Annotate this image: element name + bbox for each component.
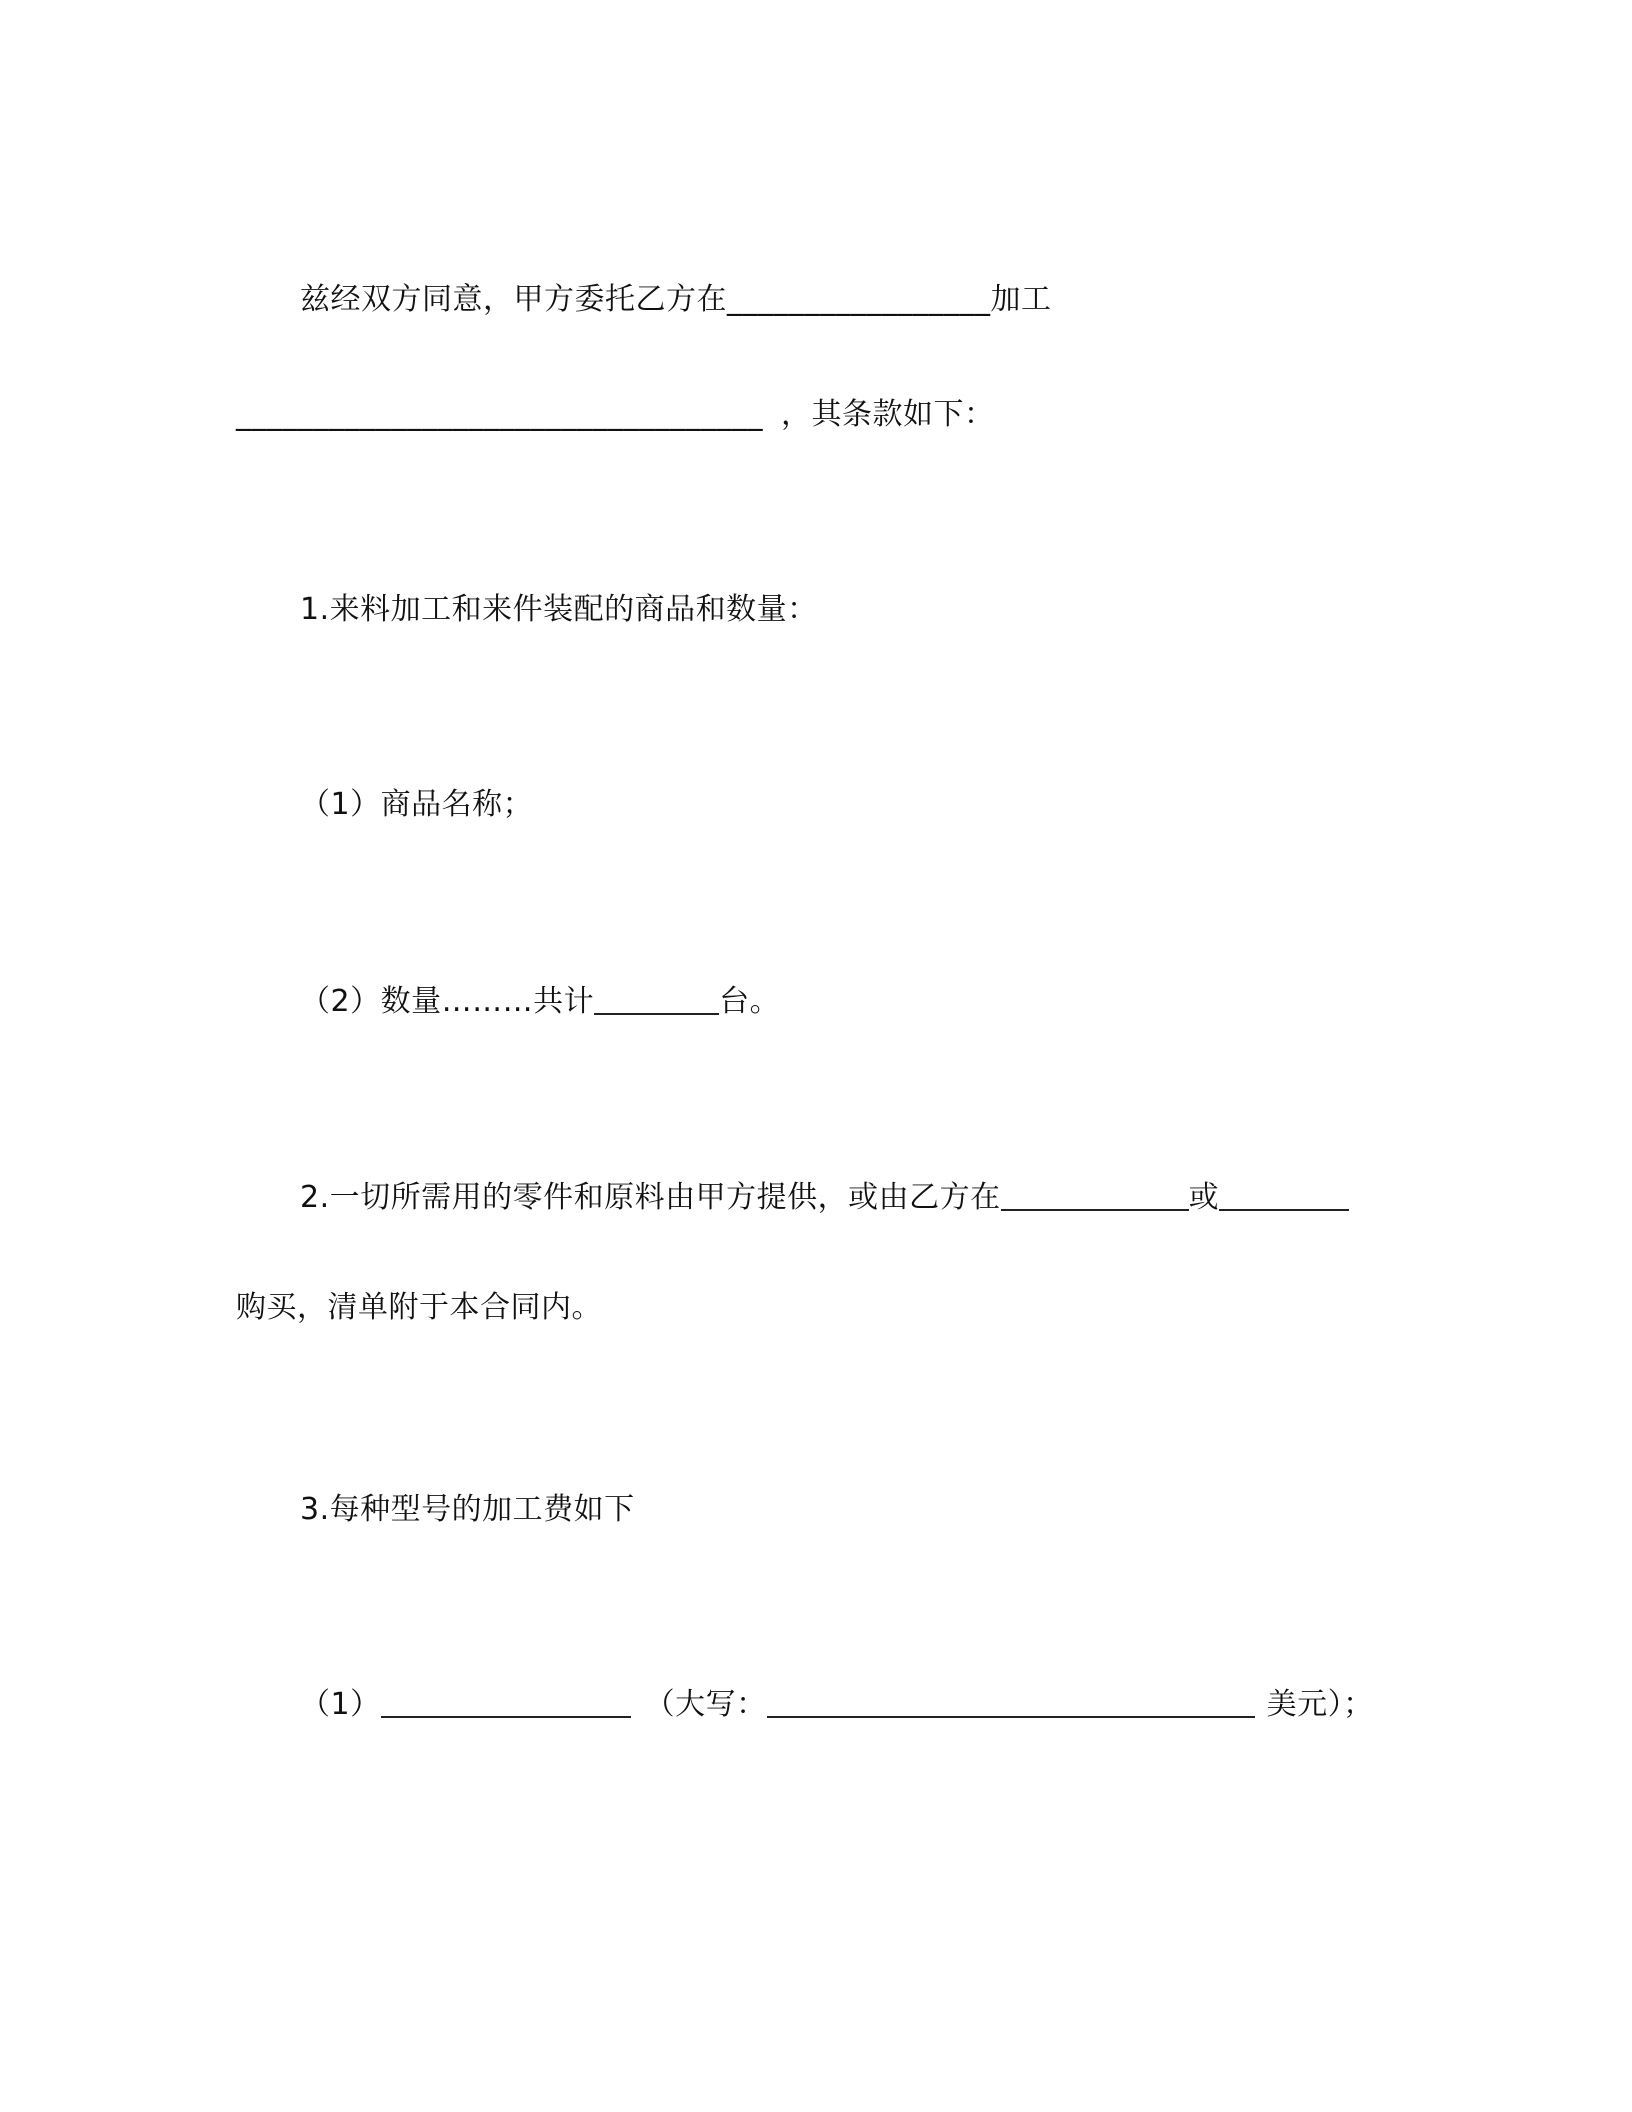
- quantity-blank[interactable]: [594, 983, 719, 1015]
- purchase-place-blank-2[interactable]: [1219, 1179, 1349, 1211]
- clause-1-item-2: [300, 982, 780, 1022]
- intro-line-2-tail: ，其条款如下：: [781, 397, 995, 432]
- product-blank[interactable]: __________________________________: [236, 397, 763, 432]
- clause-1-heading-text: 1.来料加工和来件装配的商品和数量：: [300, 592, 818, 627]
- fee-currency: 美元）；: [1266, 1687, 1374, 1722]
- intro-line-2: [236, 395, 995, 435]
- fee-uppercase-blank[interactable]: [767, 1686, 1255, 1718]
- clause-2-text: 2.一切所需用的零件和原料由甲方提供，或由乙方在: [300, 1180, 1001, 1215]
- clause-1-item-1: [300, 785, 533, 825]
- clause-3-heading-text: 3.每种型号的加工费如下: [300, 1492, 635, 1527]
- fee-amount-blank[interactable]: [381, 1686, 631, 1718]
- quantity-label: （2）数量………共计: [300, 984, 595, 1019]
- clause-3-item-1: [300, 1685, 1374, 1725]
- clause-1-item-1-text: （1）商品名称；: [300, 787, 534, 822]
- intro-tail: 加工: [990, 282, 1052, 317]
- clause-2-or: 或: [1188, 1180, 1220, 1215]
- intro-line-1: [300, 280, 1052, 320]
- clause-2-line-2-text: 购买，清单附于本合同内。: [236, 1290, 602, 1325]
- fee-uppercase-label: （大写：: [644, 1687, 767, 1722]
- purchase-place-blank-1[interactable]: [1001, 1179, 1189, 1211]
- clause-2-line-2: [236, 1288, 602, 1328]
- quantity-unit: 台。: [719, 984, 781, 1019]
- intro-text: 兹经双方同意，甲方委托乙方在: [300, 282, 727, 317]
- fee-item-number: （1）: [300, 1687, 381, 1722]
- clause-3-heading: [300, 1490, 635, 1530]
- clause-2-line-1: [300, 1178, 1349, 1218]
- clause-1-heading: [300, 590, 818, 630]
- location-blank[interactable]: _________________: [727, 282, 991, 317]
